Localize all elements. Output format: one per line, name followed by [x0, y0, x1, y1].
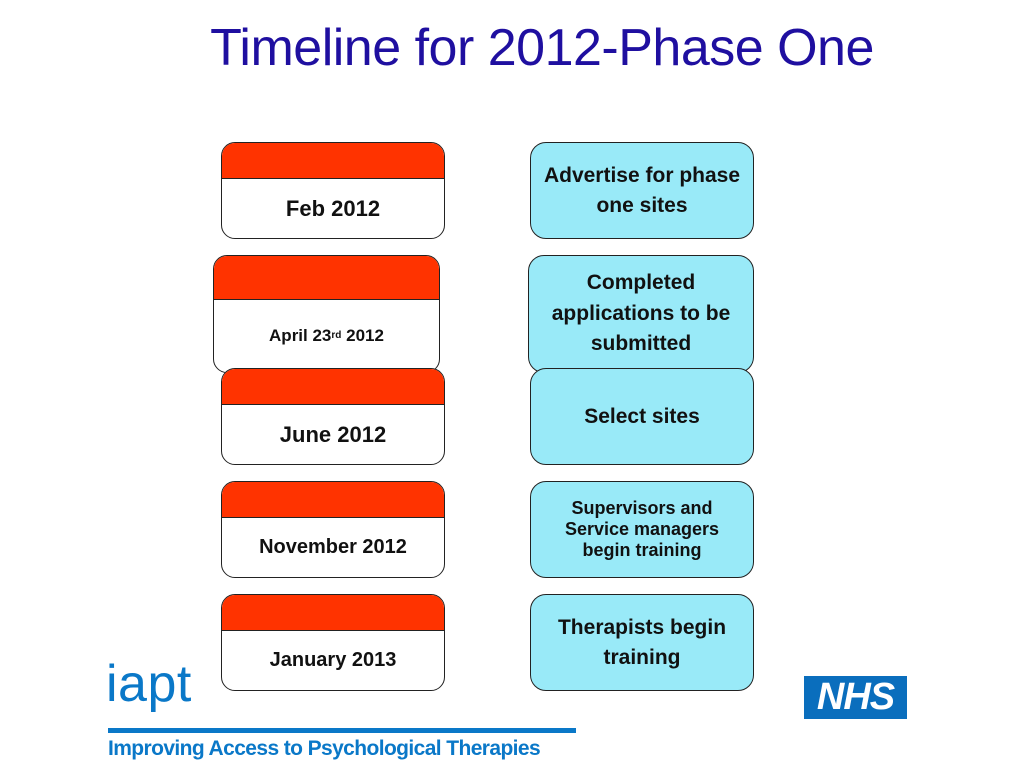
event-box-4: Supervisors and Service managers begin training [530, 481, 754, 578]
date-card-3 [221, 368, 445, 465]
nhs-logo: NHS [804, 676, 907, 719]
iapt-logo: iapt [106, 655, 192, 713]
iapt-tagline: Improving Access to Psychological Therapies [108, 737, 541, 760]
calendar-header [222, 482, 444, 518]
date-card-5 [221, 594, 445, 691]
date-label: Feb 2012 [285, 195, 381, 221]
date-label: January 2013 [269, 649, 397, 671]
calendar-header [222, 143, 444, 179]
calendar-header [214, 256, 439, 300]
calendar-header [222, 595, 444, 631]
date-label: November 2012 [259, 536, 407, 558]
event-box-3: Select sites [530, 368, 754, 465]
calendar-header [222, 369, 444, 405]
date-day: April 23 [269, 326, 332, 345]
date-label: April 23 rd 2012 [269, 326, 384, 345]
date-card-1 [221, 142, 445, 239]
date-card-4 [221, 481, 445, 578]
date-year: 2012 [346, 326, 384, 345]
event-box-5: Therapists begin training [530, 594, 754, 691]
event-box-2: Completed applications to be submitted [528, 255, 754, 373]
iapt-divider [108, 728, 576, 733]
date-label: June 2012 [279, 421, 387, 447]
date-card-2 [213, 255, 440, 373]
slide-title: Timeline for 2012-Phase One [210, 19, 874, 77]
event-box-1: Advertise for phase one sites [530, 142, 754, 239]
